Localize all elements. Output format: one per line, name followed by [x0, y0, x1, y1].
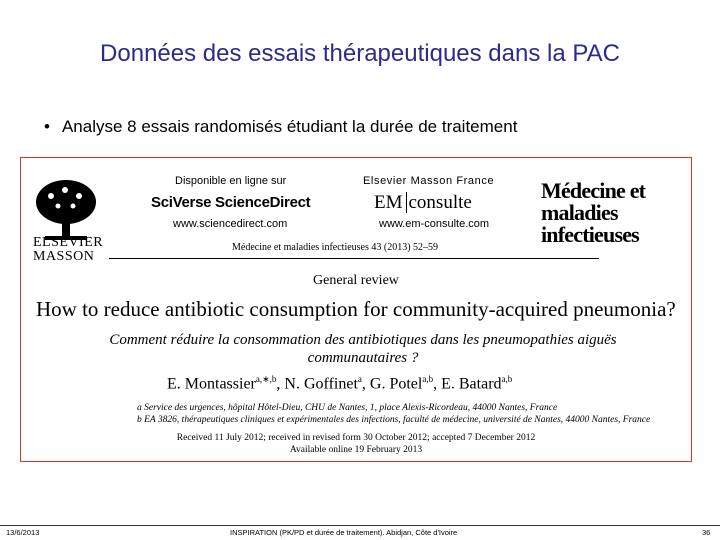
- em-consulte-logo: EM consulte: [374, 192, 472, 213]
- authors: E. Montassier$^{a,∗,b}$, N. Goffinet$^a$, G. Potel$^{a,b}$, E. Batard$^{a,b}$: [167, 374, 513, 393]
- bullet-item: [44, 117, 517, 137]
- article-section: General review: [313, 273, 399, 288]
- sciencedirect-url: www.sciencedirect.com: [173, 218, 288, 230]
- em-consulte-url: www.em-consulte.com: [379, 218, 490, 230]
- sciverse-logo: SciVerse ScienceDirect: [151, 194, 311, 211]
- journal-citation: Médecine et maladies infectieuses 43 (2013) 52–59: [232, 242, 439, 253]
- elsevier-masson-france-label: Elsevier Masson France: [363, 175, 495, 187]
- elsevier-masson-logo: ELSEVIER MASSON: [33, 235, 104, 264]
- footer-date: 13/6/2013: [6, 528, 40, 537]
- affiliations: a Service des urgences, hôpital Hôtel-Dieu, CHU de Nantes, 1, place Alexis-Ricordeau, 44000 Nantes, France b EA 3826, thérapeutiques cliniques et expérimentales des infections, faculté de médecine, université de Nantes, 44000 Nantes, France: [137, 403, 651, 425]
- footer-center: INSPIRATION (PK/PD et durée de traitement). Abidjan, Côte d'Ivoire: [230, 528, 458, 537]
- article-title: How to reduce antibiotic consumption for community-acquired pneumonia?: [36, 297, 676, 321]
- divider: [109, 258, 599, 259]
- journal-logo: Médecine et maladies infectieuses: [541, 178, 646, 247]
- slide-title: Données des essais thérapeutiques dans la PAC: [100, 40, 620, 67]
- article-title-french: Comment réduire la consommation des antibiotiques dans les pneumopathies aiguës communautaires ?: [109, 332, 617, 366]
- available-online-label: Disponible en ligne sur: [175, 175, 287, 187]
- bullet-marker: •: [44, 117, 50, 136]
- bullet-text: Analyse 8 essais randomisés étudiant la durée de traitement: [61, 117, 518, 136]
- received-dates: Received 11 July 2012; received in revised form 30 October 2012; accepted 7 December 2012 Available online 19 February 2013: [176, 433, 536, 455]
- footer-divider: [0, 525, 720, 526]
- paper-header-image: [20, 157, 692, 462]
- footer-page-number: 36: [702, 528, 711, 537]
